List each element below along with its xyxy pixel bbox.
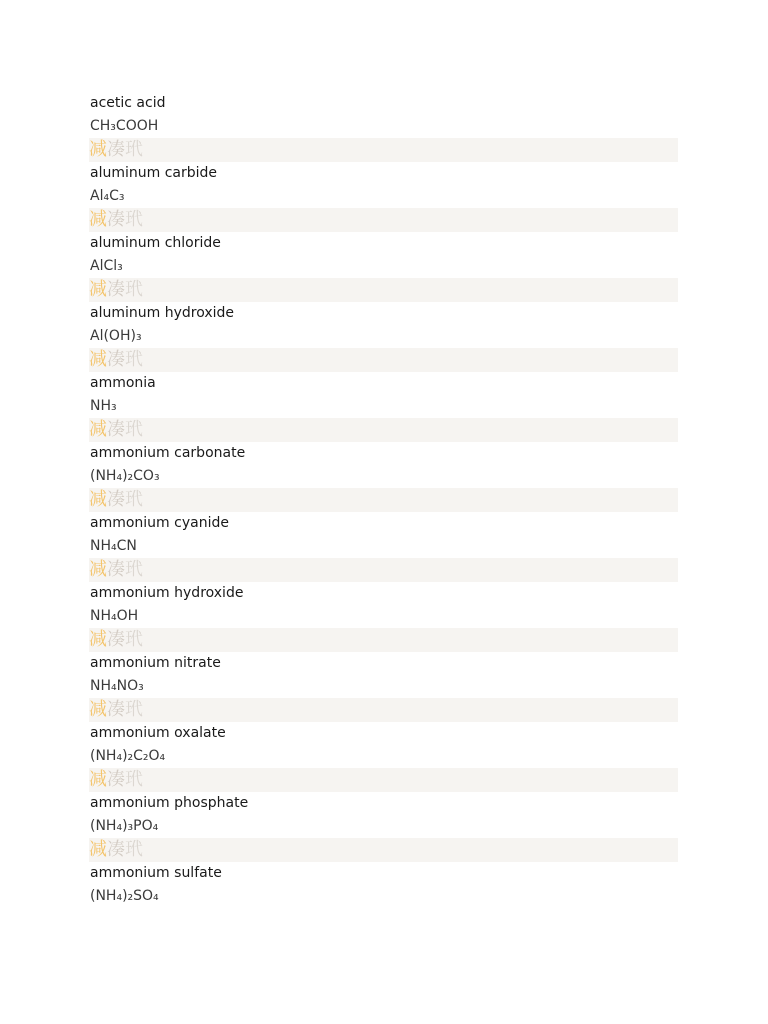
divider-glyph: 玳 [125, 279, 143, 300]
divider-glyph: 减 [89, 699, 107, 720]
compound-formula: (NH₄)₂CO₃ [90, 468, 160, 484]
divider-glyph: 玳 [125, 139, 143, 160]
compound-formula: (NH₄)₃PO₄ [90, 818, 159, 834]
divider-band [89, 628, 678, 652]
divider-glyph: 减 [89, 489, 107, 510]
divider-glyph: 玳 [125, 349, 143, 370]
divider-band [89, 488, 678, 512]
divider-glyph: 玳 [125, 489, 143, 510]
list-item [90, 372, 678, 418]
divider-band [89, 768, 678, 792]
compound-formula: NH₄NO₃ [90, 678, 144, 694]
list-item [90, 722, 678, 768]
divider-glyph: 玳 [125, 419, 143, 440]
compound-name: ammonium oxalate [90, 725, 226, 741]
compound-name: ammonium sulfate [90, 865, 222, 881]
compound-formula: CH₃COOH [90, 118, 159, 134]
list-item [90, 232, 678, 278]
compound-formula: AlCl₃ [90, 258, 123, 274]
divider-glyph: 玳 [125, 629, 143, 650]
compound-name: ammonium hydroxide [90, 585, 244, 601]
list-item [90, 862, 678, 908]
compound-formula: NH₄OH [90, 608, 139, 624]
divider-glyph: 减 [89, 279, 107, 300]
compound-formula: (NH₄)₂SO₄ [90, 888, 159, 904]
divider-glyph: 减 [89, 139, 107, 160]
compound-name: ammonia [90, 375, 156, 391]
compound-name: ammonium phosphate [90, 795, 249, 811]
divider-band [89, 348, 678, 372]
divider-glyph: 凑 [107, 769, 125, 790]
list-item [90, 582, 678, 628]
list-item [90, 162, 678, 208]
list-item [90, 442, 678, 488]
divider-glyph: 减 [89, 349, 107, 370]
compound-formula: Al₄C₃ [90, 188, 125, 204]
compound-formula: NH₄CN [90, 538, 137, 554]
divider-glyph: 玳 [125, 839, 143, 860]
divider-glyph: 玳 [125, 559, 143, 580]
compound-name: ammonium nitrate [90, 655, 221, 671]
divider-band [89, 278, 678, 302]
compound-name: aluminum carbide [90, 165, 218, 181]
divider-glyph: 凑 [107, 699, 125, 720]
divider-glyph: 凑 [107, 209, 125, 230]
list-item [90, 652, 678, 698]
compound-formula: NH₃ [90, 398, 117, 414]
list-item [90, 512, 678, 558]
divider-glyph: 凑 [107, 559, 125, 580]
compound-formula: (NH₄)₂C₂O₄ [90, 748, 166, 764]
list-item [90, 302, 678, 348]
compound-list [90, 92, 678, 908]
compound-name: aluminum chloride [90, 235, 221, 251]
compound-formula: Al(OH)₃ [90, 328, 142, 344]
divider-glyph: 凑 [107, 629, 125, 650]
divider-glyph: 减 [89, 209, 107, 230]
compound-name: ammonium cyanide [90, 515, 229, 531]
compound-name: acetic acid [90, 95, 166, 111]
list-item [90, 792, 678, 838]
divider-glyph: 玳 [125, 699, 143, 720]
list-item [90, 92, 678, 138]
divider-glyph: 玳 [125, 209, 143, 230]
divider-band [89, 208, 678, 232]
divider-glyph: 减 [89, 629, 107, 650]
divider-glyph: 玳 [125, 769, 143, 790]
compound-name: aluminum hydroxide [90, 305, 235, 321]
divider-glyph: 凑 [107, 839, 125, 860]
divider-band [89, 138, 678, 162]
divider-band [89, 418, 678, 442]
divider-glyph: 凑 [107, 489, 125, 510]
divider-glyph: 减 [89, 769, 107, 790]
divider-glyph: 凑 [107, 139, 125, 160]
divider-glyph: 凑 [107, 419, 125, 440]
compound-name: ammonium carbonate [90, 445, 246, 461]
divider-glyph: 减 [89, 559, 107, 580]
divider-band [89, 558, 678, 582]
divider-band [89, 838, 678, 862]
divider-glyph: 凑 [107, 349, 125, 370]
divider-band [89, 698, 678, 722]
divider-glyph: 减 [89, 839, 107, 860]
divider-glyph: 凑 [107, 279, 125, 300]
divider-glyph: 减 [89, 419, 107, 440]
